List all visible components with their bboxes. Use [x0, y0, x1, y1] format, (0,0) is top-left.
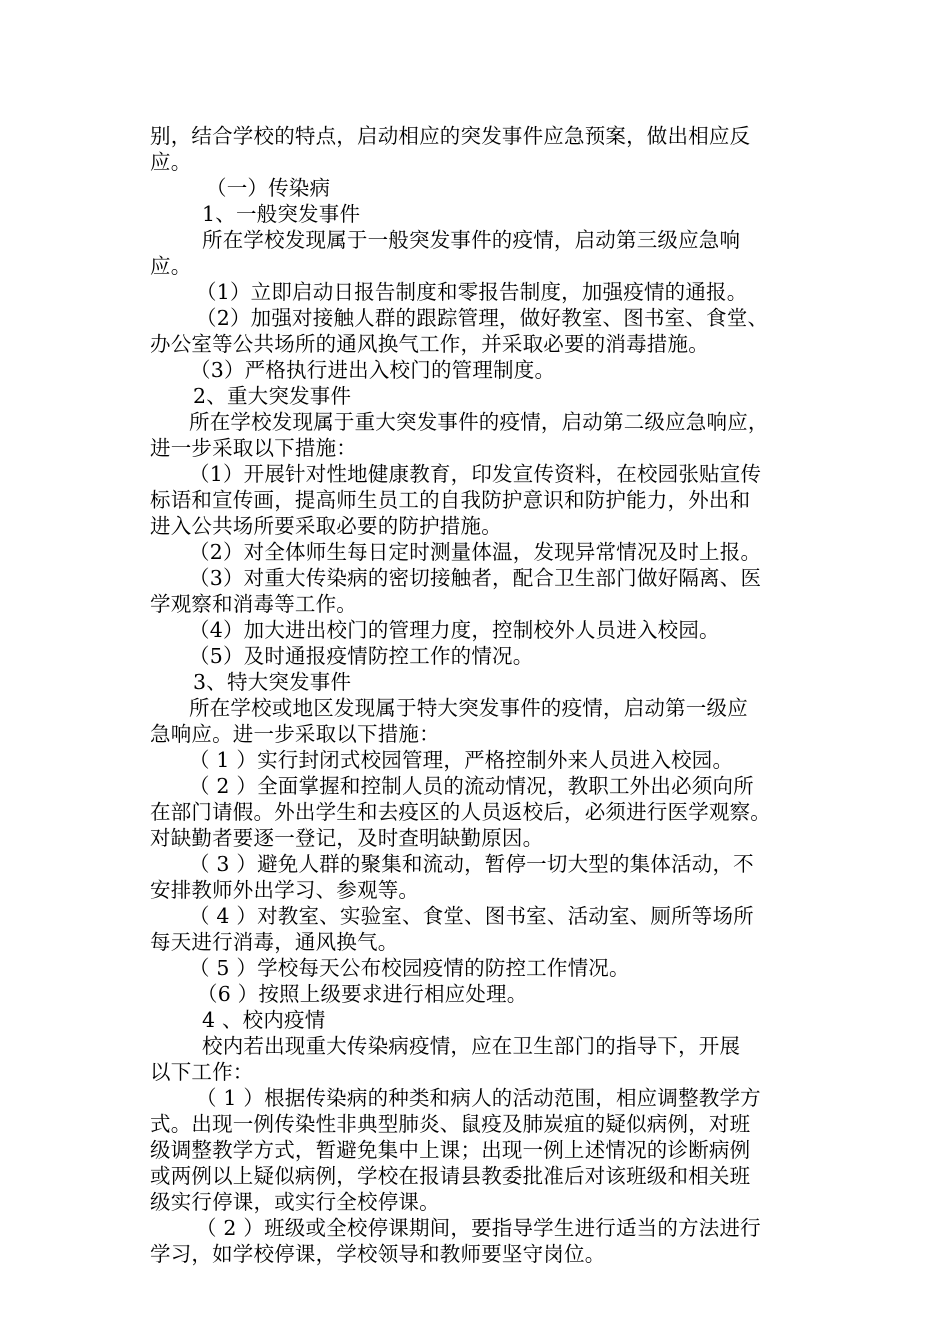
- section-heading: （一）传染病: [206, 176, 331, 200]
- text-line: 所在学校发现属于一般突发事件的疫情，启动第三级应急响: [202, 228, 741, 252]
- text-line: （3）严格执行进出入校门的管理制度。: [190, 358, 556, 382]
- text-line: （2）对全体师生每日定时测量体温，发现异常情况及时上报。: [189, 540, 762, 564]
- text-line: 或两例以上疑似病例，学校在报请县教委批准后对该班级和相关班: [150, 1164, 751, 1188]
- text-line: 应。: [150, 150, 192, 174]
- text-line: （ 1 ）实行封闭式校园管理，严格控制外来人员进入校园。: [189, 748, 734, 772]
- text-line: 应。: [150, 254, 192, 278]
- text-line: 标语和宣传画，提高师生员工的自我防护意识和防护能力，外出和: [150, 488, 751, 512]
- text-line: （3）对重大传染病的密切接触者，配合卫生部门做好隔离、医: [189, 566, 762, 590]
- text-line: 别，结合学校的特点，启动相应的突发事件应急预案，做出相应反: [150, 124, 751, 148]
- text-line: 进入公共场所要采取必要的防护措施。: [150, 514, 502, 538]
- text-line: 安排教师外出学习、参观等。: [150, 878, 420, 902]
- text-line: （1）立即启动日报告制度和零报告制度，加强疫情的通报。: [196, 280, 748, 304]
- subsection-heading: 2、重大突发事件: [193, 384, 352, 408]
- text-line: 以下工作：: [150, 1060, 254, 1084]
- text-line: 式。出现一例传染性非典型肺炎、鼠疫及肺炭疽的疑似病例，对班: [150, 1112, 751, 1136]
- text-line: （4）加大进出校门的管理力度，控制校外人员进入校园。: [189, 618, 720, 642]
- text-line: 级实行停课，或实行全校停课。: [150, 1190, 440, 1214]
- subsection-heading: 3、特大突发事件: [193, 670, 352, 694]
- text-line: （6 ）按照上级要求进行相应处理。: [197, 982, 528, 1006]
- text-line: 校内若出现重大传染病疫情，应在卫生部门的指导下，开展: [202, 1034, 741, 1058]
- text-line: （ 2 ）班级或全校停课期间，要指导学生进行适当的方法进行: [196, 1216, 761, 1240]
- text-line: 对缺勤者要逐一登记，及时查明缺勤原因。: [150, 826, 544, 850]
- text-line: （ 4 ）对教室、实验室、食堂、图书室、活动室、厕所等场所: [189, 904, 754, 928]
- text-line: （5）及时通报疫情防控工作的情况。: [189, 644, 534, 668]
- text-line: （1）开展针对性地健康教育，印发宣传资料，在校园张贴宣传: [189, 462, 762, 486]
- text-line: 在部门请假。外出学生和去疫区的人员返校后，必须进行医学观察。: [150, 800, 771, 824]
- text-line: （ 1 ）根据传染病的种类和病人的活动范围，相应调整教学方: [196, 1086, 761, 1110]
- text-line: 进一步采取以下措施：: [150, 436, 357, 460]
- text-line: （2）加强对接触人群的跟踪管理，做好教室、图书室、食堂、: [196, 306, 769, 330]
- text-line: 每天进行消毒，通风换气。: [150, 930, 399, 954]
- text-line: 所在学校发现属于重大突发事件的疫情，启动第二级应急响应，: [189, 410, 769, 434]
- text-line: 所在学校或地区发现属于特大突发事件的疫情，启动第一级应: [189, 696, 748, 720]
- text-line: （ 2 ）全面掌握和控制人员的流动情况，教职工外出必须向所: [189, 774, 754, 798]
- text-line: （ 5 ）学校每天公布校园疫情的防控工作情况。: [189, 956, 630, 980]
- subsection-heading: 4 、校内疫情: [202, 1008, 326, 1032]
- text-line: 学观察和消毒等工作。: [150, 592, 357, 616]
- text-line: 学习，如学校停课，学校领导和教师要坚守岗位。: [150, 1242, 606, 1266]
- text-line: 急响应。进一步采取以下措施：: [150, 722, 440, 746]
- text-line: 办公室等公共场所的通风换气工作，并采取必要的消毒措施。: [150, 332, 709, 356]
- subsection-heading: 1、一般突发事件: [202, 202, 361, 226]
- text-line: 级调整教学方式，暂避免集中上课；出现一例上述情况的诊断病例: [150, 1138, 751, 1162]
- text-line: （ 3 ）避免人群的聚集和流动，暂停一切大型的集体活动，不: [189, 852, 754, 876]
